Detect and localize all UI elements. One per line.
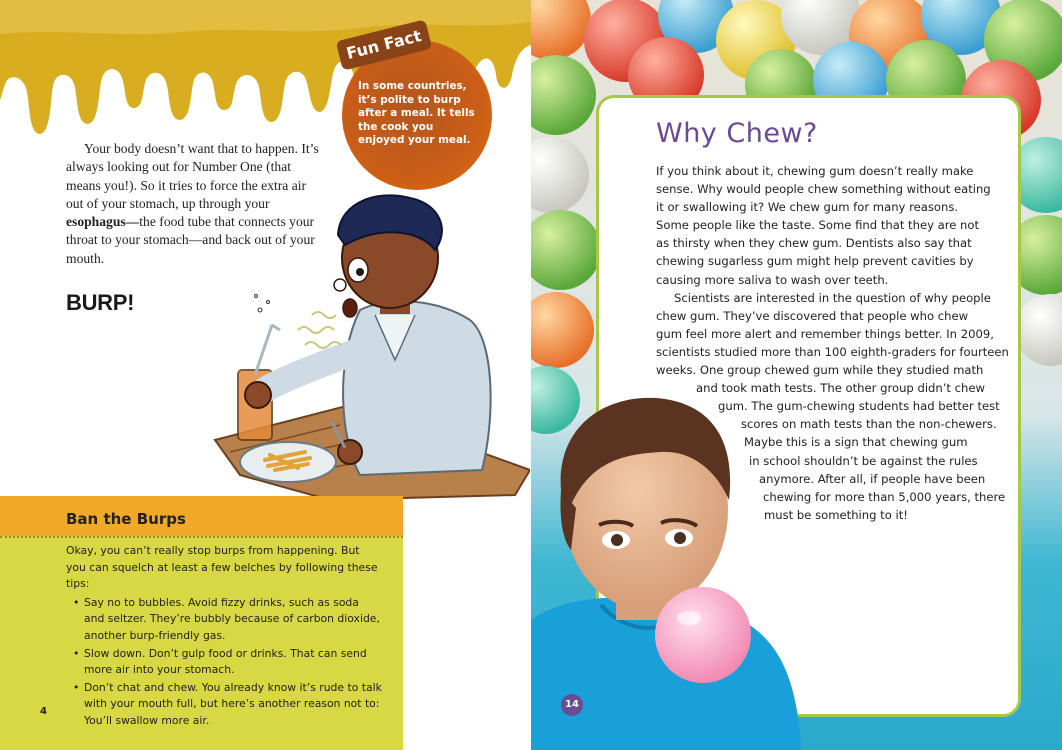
text-line: Maybe this is a sign that chewing gum <box>744 435 968 450</box>
fun-fact-callout <box>336 26 506 190</box>
list-item <box>66 680 382 730</box>
text-line: in school shouldn’t be against the rules <box>749 453 978 468</box>
sidebar-intro: Okay, you can’t really stop burps from happening. But you can squelch at least a few belches by following these tips: <box>66 544 378 591</box>
man-drinking-soda-illustration <box>210 190 530 500</box>
tips-list <box>66 595 382 730</box>
page-number-left: 4 <box>40 706 47 717</box>
text-line: chewing sugarless gum might help prevent cavities by <box>656 254 974 269</box>
tip-text: Slow down. Don’t gulp food or drinks. That can send more air into your stomach. <box>84 646 367 677</box>
tip-text: Don’t chat and chew. You already know it’s rude to talk with your mouth full, but here’s another reason not to: You’ll swallow more air. <box>84 680 382 727</box>
text-line: causing more saliva to wash over teeth. <box>656 272 889 287</box>
sidebar-title: Ban the Burps <box>66 510 186 528</box>
text-line: as thirsty when they chew gum. Dentists also say that <box>656 236 972 251</box>
text-line: scores on math tests than the non-chewers. <box>741 417 997 432</box>
text-line: scientists studied more than 100 eighth-graders for fourteen <box>656 344 1009 359</box>
page-title: Why Chew? <box>656 118 818 149</box>
text-line: If you think about it, chewing gum doesn’t really make <box>656 164 974 178</box>
fun-fact-text: In some countries, it’s polite to burp after a meal. It tells the cook you enjoyed your meal. <box>358 80 475 146</box>
fun-fact-tag: Fun Fact <box>336 19 433 70</box>
text-line: must be something to it! <box>764 507 908 522</box>
text-line: weeks. One group chewed gum while they studied math <box>656 363 984 378</box>
tip-text: Say no to bubbles. Avoid fizzy drinks, such as soda and seltzer. They’re bubbly because of carbon dioxide, another burp-friendly gas. <box>84 595 380 642</box>
esophagus-term: esophagus— <box>66 214 140 230</box>
text-line: gum. The gum-chewing students had better test <box>718 399 1000 414</box>
sidebar-header <box>0 496 403 536</box>
sidebar-text <box>66 543 382 730</box>
bullet-icon: • <box>73 646 80 660</box>
text-line: chewing for more than 5,000 years, there <box>763 489 1006 504</box>
bullet-icon: • <box>73 595 80 609</box>
page-number-right: 14 <box>561 694 583 716</box>
text-line: anymore. After all, if people have been <box>759 471 986 486</box>
text-line: and took math tests. The other group didn’t chew <box>696 381 986 396</box>
bullet-icon: • <box>73 680 80 694</box>
text-line: sense. Why would people chew something without eating <box>656 182 991 197</box>
right-page <box>531 0 1062 750</box>
text-line: it or swallowing it? We chew gum for many reasons. <box>656 200 959 215</box>
text-line: gum feel more alert and remember things better. In 2009, <box>656 326 994 341</box>
list-item <box>66 595 382 645</box>
burp-exclamation: BURP! <box>66 290 135 315</box>
text-line: chew gum. They’ve discovered that people who chew <box>656 308 969 323</box>
text-line: Some people like the taste. Some find that they are not <box>656 218 980 233</box>
text-line: Scientists are interested in the question of why people <box>674 290 991 305</box>
list-item <box>66 646 382 679</box>
body-text-part-2: the food tube that connects your throat to your stomach—and back out of your mouth. <box>66 214 315 266</box>
body-text-part-1: Your body doesn’t want that to happen. It’s always looking out for Number One (that means you!). So it tries to force the extra air out of your stomach, up through your <box>66 141 319 211</box>
